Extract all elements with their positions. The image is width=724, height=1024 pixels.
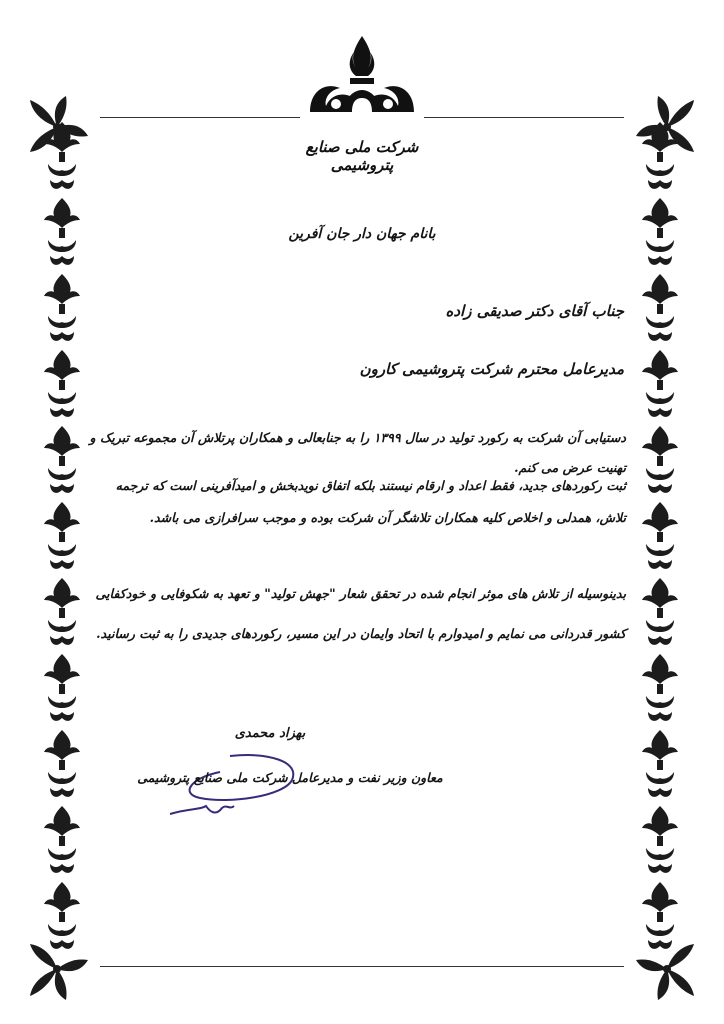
company-name: شرکت ملی صنایع پتروشیمی — [305, 138, 419, 174]
bottom-rule — [100, 966, 624, 967]
signer-title: معاون وزیر نفت و مدیرعامل شرکت ملی صنایع پتروشیمی — [137, 770, 443, 785]
side-ornament-left — [38, 118, 86, 966]
company-logo — [300, 32, 424, 132]
signer-name: بهزاد محمدی — [234, 726, 306, 741]
paragraph-appreciation: بدینوسیله از تلاش های موثر انجام شده در تحقق شعار "جهش تولید" و تعهد به شکوفایی و خودکفایی کشور قدردانی می نمایم و امیدوارم با اتحاد وایمان در این مسیر، رکوردهای جدیدی را به ثبت رسانید. — [95, 586, 626, 641]
recipient-name: جناب آقای دکتر صدیقی زاده — [445, 302, 624, 320]
top-rule-right — [424, 117, 624, 118]
paragraph-records: ثبت رکوردهای جدید، فقط اعداد و ارقام نیستند بلکه اتفاق نویدبخش و امیدآفرینی است که ترجمه تلاش، همدلی و اخلاص کلیه همکاران تلاشگر آن شرکت بوده و موجب سرافرازی می باشد. — [115, 478, 626, 525]
recipient-title: مدیرعامل محترم شرکت پتروشیمی کارون — [359, 360, 624, 378]
paragraph-congratulations: دستیابی آن شرکت به رکورد تولید در سال ۱۳۹۹ را به جنابعالی و همکاران پرتلاش آن مجموعه تبریک و تهنیت عرض می کنم. — [89, 430, 626, 475]
top-rule-left — [100, 117, 300, 118]
handwritten-signature — [160, 748, 310, 828]
invocation-heading: بانام جهان دار جان آفرین — [288, 226, 436, 242]
side-ornament-right — [636, 118, 684, 966]
flame-logo-icon — [300, 32, 424, 118]
